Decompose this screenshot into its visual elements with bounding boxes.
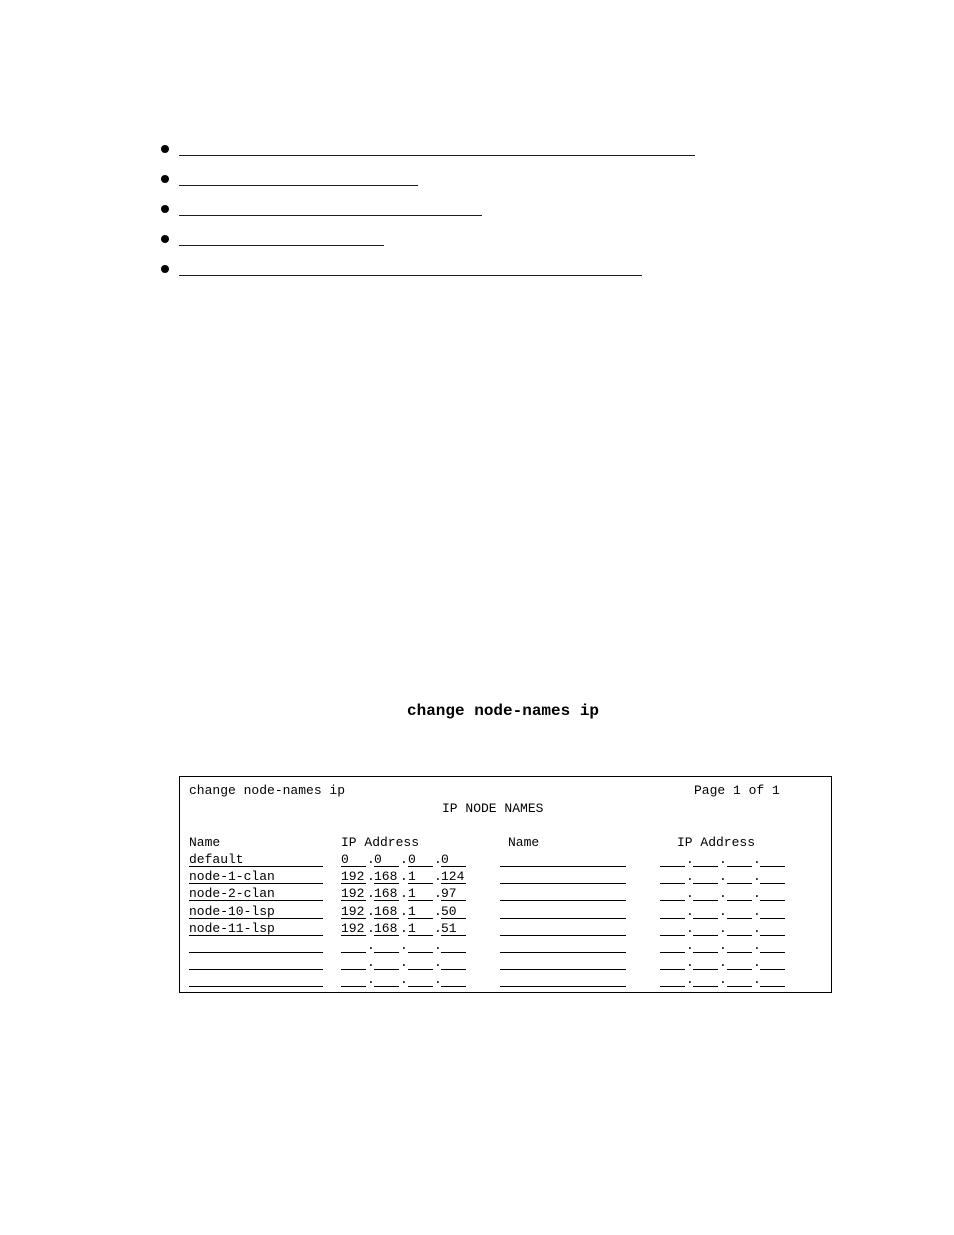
ip-dot: . bbox=[753, 886, 761, 902]
ip-octet-underline bbox=[374, 866, 399, 867]
ip-octet-field[interactable]: 0 bbox=[374, 852, 382, 867]
node-name-field[interactable]: node-10-lsp bbox=[189, 903, 275, 919]
ip-octet-field-right[interactable] bbox=[727, 918, 752, 919]
ip-dot: . bbox=[753, 920, 761, 936]
ip-dot: . bbox=[400, 938, 408, 953]
page-indicator: Page 1 of 1 bbox=[694, 783, 780, 798]
ip-octet-underline bbox=[374, 918, 399, 919]
ip-octet-field[interactable]: 50 bbox=[441, 903, 457, 919]
bullet-icon bbox=[161, 175, 169, 183]
ip-octet-field-right[interactable] bbox=[727, 969, 752, 970]
node-name-field-underline bbox=[189, 900, 323, 901]
ip-octet-field[interactable]: 51 bbox=[441, 920, 457, 936]
node-name-field-right[interactable] bbox=[500, 952, 626, 953]
ip-dot: . bbox=[753, 938, 761, 953]
ip-octet-field[interactable]: 0 bbox=[441, 852, 449, 867]
ip-octet-field-right[interactable] bbox=[660, 918, 685, 919]
ip-dot: . bbox=[367, 852, 375, 867]
ip-octet-field-right[interactable] bbox=[693, 900, 718, 901]
ip-dot: . bbox=[400, 920, 408, 936]
ip-octet-underline bbox=[341, 918, 366, 919]
ip-octet-field[interactable]: 97 bbox=[441, 886, 457, 902]
ip-dot: . bbox=[719, 920, 727, 936]
ip-octet-field-right[interactable] bbox=[760, 883, 785, 884]
ip-octet-field-right[interactable] bbox=[660, 952, 685, 953]
ip-octet-underline bbox=[408, 935, 433, 936]
ip-octet-field[interactable]: 192 bbox=[341, 869, 365, 885]
node-name-field-right[interactable] bbox=[500, 935, 626, 936]
ip-octet-underline bbox=[341, 952, 366, 953]
ip-octet-field[interactable]: 1 bbox=[408, 869, 416, 885]
ip-octet-underline bbox=[441, 883, 466, 884]
ip-dot: . bbox=[719, 938, 727, 953]
ip-octet-field-right[interactable] bbox=[693, 986, 718, 987]
node-name-field[interactable]: node-11-lsp bbox=[189, 920, 275, 936]
hyperlink[interactable] bbox=[179, 245, 384, 246]
ip-dot: . bbox=[686, 852, 694, 867]
header-name-left: Name bbox=[189, 835, 221, 850]
ip-octet-field-right[interactable] bbox=[727, 900, 752, 901]
ip-octet-field[interactable]: 192 bbox=[341, 903, 365, 919]
ip-dot: . bbox=[367, 938, 375, 953]
ip-dot: . bbox=[719, 972, 727, 988]
node-name-field-underline bbox=[189, 866, 323, 867]
header-ip-right: IP Address bbox=[677, 835, 756, 850]
ip-octet-field[interactable]: 192 bbox=[341, 886, 365, 902]
ip-dot: . bbox=[686, 955, 694, 971]
ip-dot: . bbox=[719, 955, 727, 971]
ip-dot: . bbox=[719, 852, 727, 867]
ip-octet-underline bbox=[374, 969, 399, 970]
ip-octet-field-right[interactable] bbox=[660, 900, 685, 901]
ip-dot: . bbox=[367, 920, 375, 936]
ip-dot: . bbox=[434, 920, 442, 936]
ip-octet-field-right[interactable] bbox=[693, 935, 718, 936]
ip-octet-field[interactable]: 192 bbox=[341, 920, 365, 936]
ip-octet-underline bbox=[408, 969, 433, 970]
ip-octet-underline bbox=[374, 900, 399, 901]
ip-octet-field[interactable]: 168 bbox=[374, 920, 398, 936]
ip-octet-field-right[interactable] bbox=[693, 866, 718, 867]
ip-octet-underline bbox=[408, 918, 433, 919]
ip-dot: . bbox=[400, 886, 408, 902]
ip-octet-field-right[interactable] bbox=[727, 952, 752, 953]
ip-dot: . bbox=[367, 869, 375, 885]
header-ip-left: IP Address bbox=[341, 835, 420, 850]
node-name-field-right[interactable] bbox=[500, 986, 626, 987]
hyperlink[interactable] bbox=[179, 155, 695, 156]
ip-dot: . bbox=[367, 955, 375, 971]
ip-octet-field-right[interactable] bbox=[760, 969, 785, 970]
ip-octet-field[interactable]: 1 bbox=[408, 920, 416, 936]
ip-octet-underline bbox=[441, 900, 466, 901]
screen-caption: change node-names ip bbox=[407, 702, 600, 720]
ip-octet-underline bbox=[374, 883, 399, 884]
node-name-field-underline bbox=[189, 918, 323, 919]
ip-dot: . bbox=[434, 955, 442, 971]
ip-octet-underline bbox=[341, 986, 366, 987]
node-name-field[interactable]: default bbox=[189, 852, 244, 867]
ip-octet-field-right[interactable] bbox=[727, 986, 752, 987]
ip-octet-field-right[interactable] bbox=[660, 986, 685, 987]
bullet-icon bbox=[161, 205, 169, 213]
ip-dot: . bbox=[686, 869, 694, 885]
ip-dot: . bbox=[434, 886, 442, 902]
ip-octet-underline bbox=[441, 935, 466, 936]
ip-octet-field[interactable]: 0 bbox=[341, 852, 349, 867]
header-name-right: Name bbox=[508, 835, 540, 850]
ip-octet-underline bbox=[408, 986, 433, 987]
ip-octet-underline bbox=[341, 935, 366, 936]
ip-octet-underline bbox=[441, 986, 466, 987]
ip-dot: . bbox=[434, 869, 442, 885]
ip-octet-field-right[interactable] bbox=[760, 918, 785, 919]
ip-dot: . bbox=[719, 903, 727, 919]
ip-dot: . bbox=[686, 938, 694, 953]
ip-octet-field-right[interactable] bbox=[727, 935, 752, 936]
hyperlink[interactable] bbox=[179, 185, 418, 186]
ip-dot: . bbox=[753, 955, 761, 971]
hyperlink[interactable] bbox=[179, 275, 642, 276]
ip-octet-underline bbox=[441, 866, 466, 867]
ip-dot: . bbox=[400, 903, 408, 919]
ip-dot: . bbox=[434, 852, 442, 867]
ip-octet-field-right[interactable] bbox=[760, 952, 785, 953]
ip-octet-field-right[interactable] bbox=[693, 969, 718, 970]
node-name-field-underline bbox=[189, 952, 323, 953]
ip-dot: . bbox=[719, 869, 727, 885]
node-name-field-right[interactable] bbox=[500, 969, 626, 970]
ip-octet-underline bbox=[441, 952, 466, 953]
node-name-field-right[interactable] bbox=[500, 900, 626, 901]
ip-octet-underline bbox=[441, 918, 466, 919]
ip-dot: . bbox=[434, 903, 442, 919]
ip-octet-field-right[interactable] bbox=[727, 883, 752, 884]
ip-dot: . bbox=[753, 852, 761, 867]
ip-dot: . bbox=[400, 869, 408, 885]
ip-octet-underline bbox=[341, 969, 366, 970]
ip-octet-field-right[interactable] bbox=[693, 952, 718, 953]
ip-octet-field[interactable]: 124 bbox=[441, 869, 465, 885]
ip-octet-field[interactable]: 0 bbox=[408, 852, 416, 867]
ip-octet-field-right[interactable] bbox=[760, 986, 785, 987]
ip-dot: . bbox=[400, 955, 408, 971]
ip-octet-underline bbox=[341, 900, 366, 901]
node-name-field-underline bbox=[189, 969, 323, 970]
ip-octet-field-right[interactable] bbox=[727, 866, 752, 867]
ip-dot: . bbox=[686, 972, 694, 988]
ip-dot: . bbox=[400, 852, 408, 867]
terminal-screen bbox=[179, 776, 832, 993]
node-name-field-underline bbox=[189, 935, 323, 936]
ip-octet-underline bbox=[374, 986, 399, 987]
ip-octet-field-right[interactable] bbox=[660, 969, 685, 970]
ip-dot: . bbox=[686, 920, 694, 936]
ip-dot: . bbox=[686, 903, 694, 919]
screen-command: change node-names ip bbox=[189, 783, 346, 798]
ip-dot: . bbox=[367, 886, 375, 902]
ip-octet-underline bbox=[408, 866, 433, 867]
ip-octet-field[interactable]: 168 bbox=[374, 869, 398, 885]
bullet-icon bbox=[161, 145, 169, 153]
ip-octet-underline bbox=[374, 952, 399, 953]
ip-octet-field-right[interactable] bbox=[760, 900, 785, 901]
node-name-field-right[interactable] bbox=[500, 883, 626, 884]
ip-dot: . bbox=[400, 972, 408, 988]
ip-octet-field-right[interactable] bbox=[660, 866, 685, 867]
ip-dot: . bbox=[686, 886, 694, 902]
ip-octet-underline bbox=[441, 969, 466, 970]
ip-dot: . bbox=[719, 886, 727, 902]
node-name-field-right[interactable] bbox=[500, 918, 626, 919]
hyperlink[interactable] bbox=[179, 215, 482, 216]
node-name-field-underline bbox=[189, 986, 323, 987]
ip-octet-field[interactable]: 168 bbox=[374, 886, 398, 902]
ip-octet-underline bbox=[341, 866, 366, 867]
ip-dot: . bbox=[753, 869, 761, 885]
ip-dot: . bbox=[434, 938, 442, 953]
ip-octet-field-right[interactable] bbox=[760, 866, 785, 867]
ip-dot: . bbox=[434, 972, 442, 988]
node-name-field-underline bbox=[189, 883, 323, 884]
ip-octet-field-right[interactable] bbox=[660, 883, 685, 884]
node-name-field[interactable]: node-2-clan bbox=[189, 886, 275, 902]
ip-dot: . bbox=[367, 903, 375, 919]
ip-octet-field[interactable]: 168 bbox=[374, 903, 398, 919]
ip-octet-field-right[interactable] bbox=[693, 883, 718, 884]
node-name-field-right[interactable] bbox=[500, 866, 626, 867]
screen-title: IP NODE NAMES bbox=[442, 801, 544, 816]
bullet-icon bbox=[161, 235, 169, 243]
ip-octet-field[interactable]: 1 bbox=[408, 903, 416, 919]
ip-octet-field-right[interactable] bbox=[760, 935, 785, 936]
ip-octet-underline bbox=[408, 900, 433, 901]
ip-dot: . bbox=[753, 903, 761, 919]
ip-octet-field-right[interactable] bbox=[660, 935, 685, 936]
ip-octet-underline bbox=[408, 883, 433, 884]
node-name-field[interactable]: node-1-clan bbox=[189, 869, 275, 885]
ip-octet-field-right[interactable] bbox=[693, 918, 718, 919]
ip-octet-underline bbox=[341, 883, 366, 884]
ip-dot: . bbox=[753, 972, 761, 988]
ip-octet-field[interactable]: 1 bbox=[408, 886, 416, 902]
ip-dot: . bbox=[367, 972, 375, 988]
ip-octet-underline bbox=[374, 935, 399, 936]
ip-octet-underline bbox=[408, 952, 433, 953]
bullet-icon bbox=[161, 265, 169, 273]
